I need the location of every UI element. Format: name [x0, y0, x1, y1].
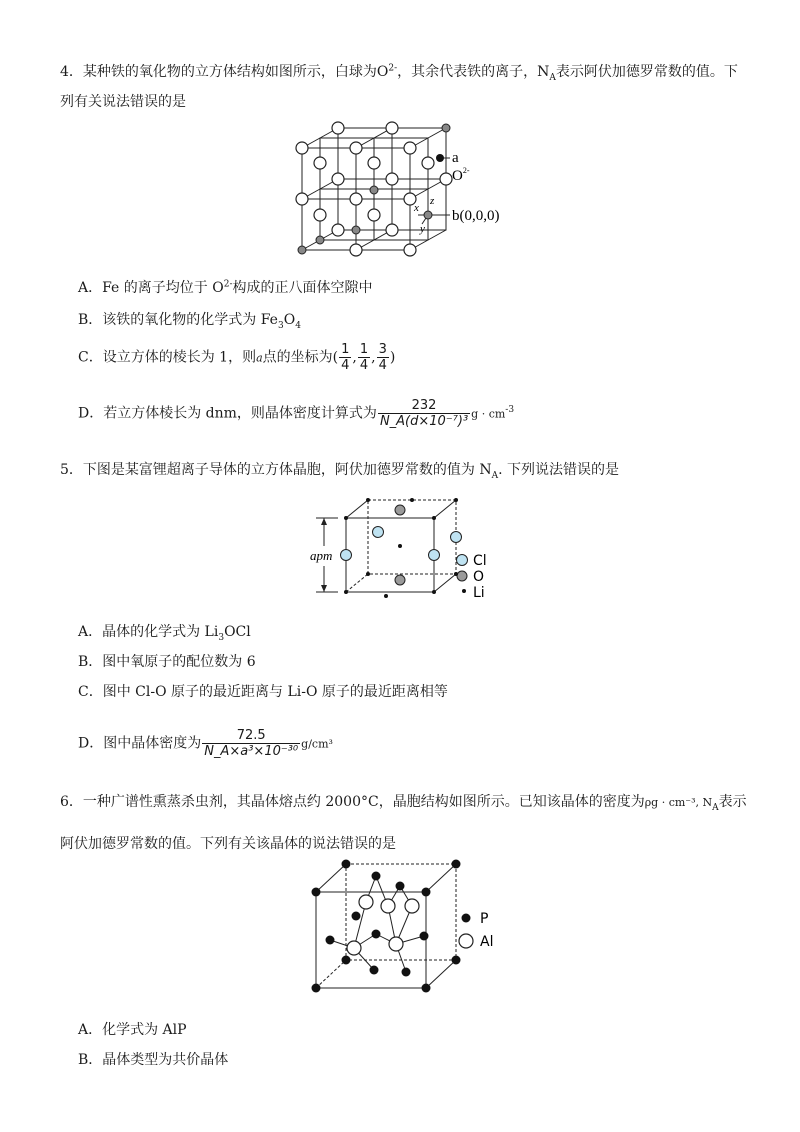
q5-option-a: A．晶体的化学式为 $Li_3OCl$ [78, 624, 251, 643]
q4-option-c: C．设立方体的棱长为 1，则a点的坐标为( $\frac{1}{4}$ , $\frac{1}{4}$ , $\frac{3}{4}$ ) [78, 342, 396, 373]
legend-li: Li [473, 585, 485, 601]
q4-option-b: B．该铁的氧化物的化学式为 $Fe_3O_4$ [78, 312, 301, 331]
q6-option-a: A．化学式为 AlP [78, 1022, 187, 1038]
axis-z-label: z [430, 195, 435, 207]
legend-cl: Cl [473, 553, 487, 569]
q4-crystal-figure [290, 118, 510, 258]
q6-stem-line2: 阿伏加德罗常数的值。下列有关该晶体的说法错误的是 [60, 836, 396, 852]
q4-option-a: A．Fe 的离子均位于 $O^{2-}$构成的正八面体空隙中 [78, 279, 373, 296]
q5-option-d: D．图中晶体密度为 $\frac{72.5}{\text{N\_A×a³×10⁻³⁰}}$ g/cm³ [78, 728, 333, 759]
legend-o: O [473, 569, 485, 585]
q5-option-c: C．图中 Cl-O 原子的最近距离与 Li-O 原子的最近距离相等 [78, 684, 448, 700]
q5-option-b: B．图中氧原子的配位数为 6 [78, 654, 256, 670]
edge-length-label: apm [310, 548, 333, 563]
axis-x-label: x [414, 202, 419, 214]
q4-option-d: D．若立方体棱长为 dnm，则晶体密度计算式为 $\frac{232}{\text{N\_A(d×10⁻⁷)³}}$ $g \cdot cm^{-3}$ [78, 398, 515, 429]
q4-stem-line1: 4．某种铁的氧化物的立方体结构如图所示，白球为$O^{2-}$，其余代表铁的离子，$N_A$表示阿伏加德罗常数的值。下 [60, 63, 738, 83]
q4-stem-line2: 列有关说法错误的是 [60, 94, 186, 110]
label-a: a [452, 150, 459, 166]
q6-stem-line1: 6．一种广谱性熏蒸杀虫剂，其晶体熔点约 2000°C，晶胞结构如图所示。已知该晶体的密度为ρg · cm⁻³, $N_A$表示 [60, 794, 747, 813]
q6-option-b: B．晶体类型为共价晶体 [78, 1052, 229, 1068]
legend-p: P [480, 911, 489, 927]
axis-y-label: y [420, 223, 425, 235]
legend-al: Al [480, 934, 494, 950]
q5-stem: 5．下图是某富锂超离子导体的立方体晶胞，阿伏加德罗常数的值为 $N_A$. 下列说法错误的是 [60, 462, 620, 481]
q5-crystal-figure [310, 488, 510, 606]
q6-crystal-figure [300, 856, 520, 996]
label-o: $O^{2-}$ [452, 166, 470, 184]
label-b: b(0,0,0) [452, 208, 500, 224]
